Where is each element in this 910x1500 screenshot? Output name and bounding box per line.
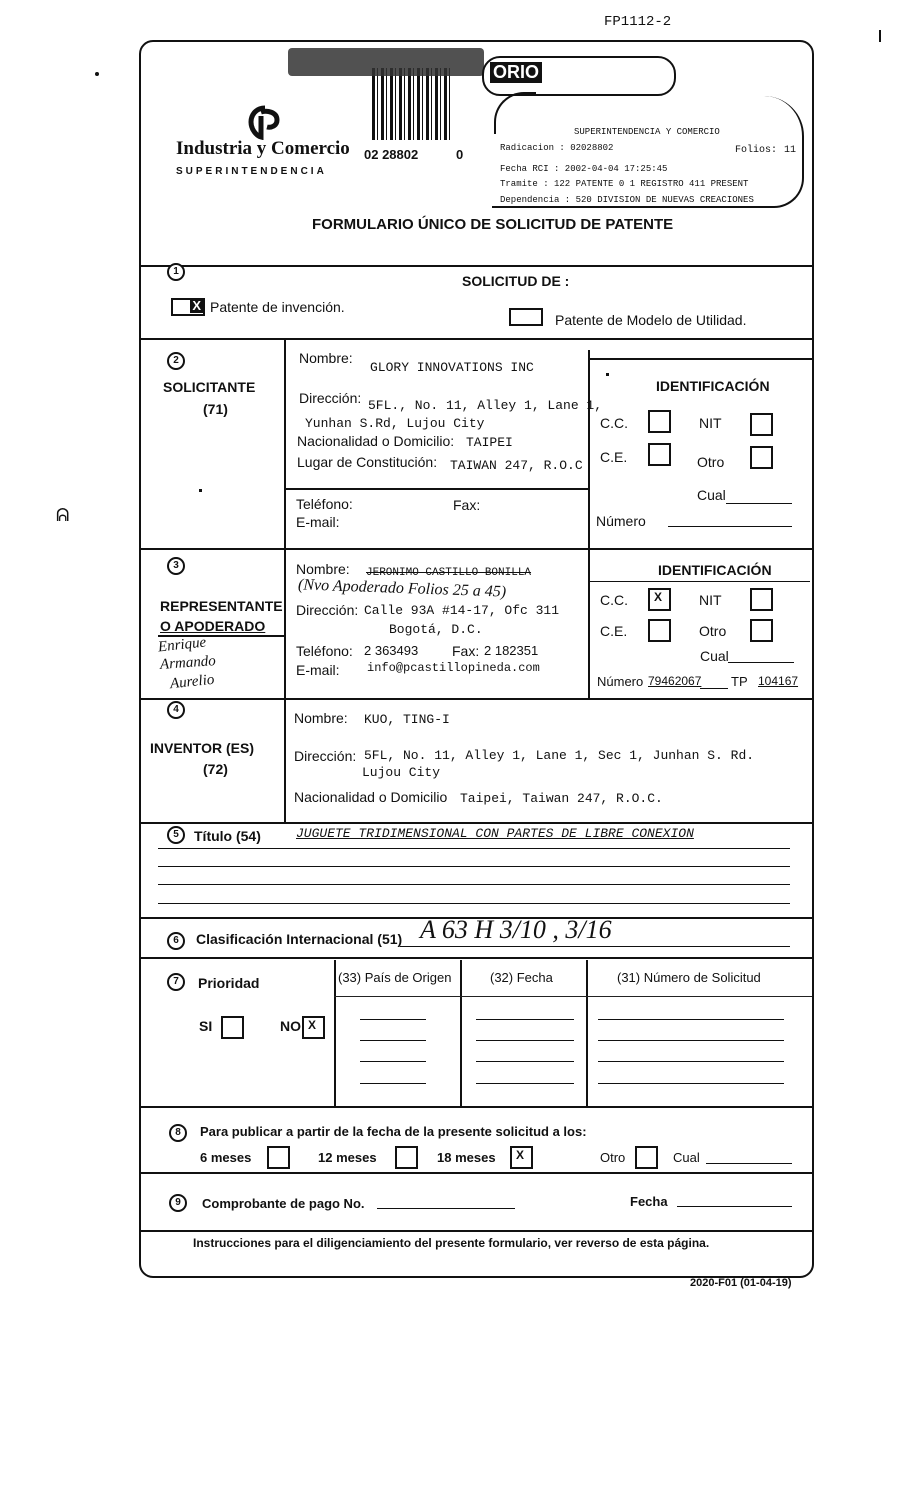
stamp-line: Tramite : 122 PATENTE 0 1 REGISTRO 411 PRESENT bbox=[500, 179, 749, 189]
opt-18-mark: X bbox=[516, 1148, 525, 1162]
no-mark: X bbox=[308, 1018, 317, 1032]
solicitante-direccion: 5FL., No. 11, Alley 1, Lane 1, bbox=[368, 398, 603, 413]
nacionalidad-label: Nacionalidad o Domicilio bbox=[294, 789, 448, 805]
barcode bbox=[372, 68, 450, 140]
opt-18-label: 18 meses bbox=[437, 1150, 496, 1165]
section-number: 8 bbox=[169, 1124, 187, 1142]
si-label: SI bbox=[199, 1018, 213, 1034]
section-number: 1 bbox=[167, 263, 185, 281]
opt-6-checkbox[interactable] bbox=[267, 1146, 290, 1169]
direccion-label: Dirección: bbox=[299, 390, 362, 406]
representante-direccion: Bogotá, D.C. bbox=[389, 622, 483, 637]
nit-checkbox[interactable] bbox=[750, 413, 773, 436]
solicitante-lugar: TAIWAN 247, R.O.C bbox=[450, 458, 583, 473]
stamp-line: Dependencia : 520 DIVISION DE NUEVAS CREACIONES bbox=[500, 195, 754, 205]
section-number: 3 bbox=[167, 557, 185, 575]
no-checkbox[interactable] bbox=[302, 1016, 325, 1039]
otro-label: Otro bbox=[600, 1150, 626, 1165]
signature-line: Armando bbox=[159, 653, 217, 673]
section-number: 4 bbox=[167, 701, 185, 719]
otro-label: Otro bbox=[697, 454, 725, 470]
opt-12-label: 12 meses bbox=[318, 1150, 377, 1165]
stamp-line: SUPERINTENDENCIA Y COMERCIO bbox=[574, 127, 720, 137]
identificacion-title: IDENTIFICACIÓN bbox=[656, 378, 770, 394]
inventor-nombre: KUO, TING-I bbox=[364, 712, 450, 727]
opt-6-label: 6 meses bbox=[200, 1150, 252, 1165]
cc-label: C.C. bbox=[600, 592, 628, 608]
col-fecha: (32) Fecha bbox=[490, 970, 553, 985]
titulo-label: Título (54) bbox=[194, 828, 261, 844]
stray-mark: ᕱ bbox=[56, 505, 70, 525]
otro-checkbox[interactable] bbox=[635, 1146, 658, 1169]
col-pais: (33) País de Origen bbox=[338, 970, 452, 985]
email-label: E-mail: bbox=[296, 662, 340, 678]
stamp-top-text: ORIO bbox=[490, 62, 542, 83]
inventor-label: INVENTOR (ES) bbox=[150, 740, 254, 756]
section1-title: SOLICITUD DE : bbox=[462, 273, 570, 289]
barcode-number: 02 28802 bbox=[364, 147, 419, 162]
opt-12-checkbox[interactable] bbox=[395, 1146, 418, 1169]
stamp-line: Radicacion : 02028802 bbox=[500, 143, 614, 153]
direccion-label: Dirección: bbox=[294, 748, 357, 764]
numero-label: Número bbox=[597, 674, 644, 689]
comprobante-label: Comprobante de pago No. bbox=[202, 1196, 365, 1211]
solicitante-nombre: GLORY INNOVATIONS INC bbox=[370, 360, 534, 375]
lugar-label: Lugar de Constitución: bbox=[297, 454, 438, 470]
section-number: 9 bbox=[169, 1194, 187, 1212]
section-number: 6 bbox=[167, 932, 185, 950]
representante-direccion: Calle 93A #14-17, Ofc 311 bbox=[364, 603, 560, 618]
ce-checkbox[interactable] bbox=[648, 619, 671, 642]
titulo-value: JUGUETE TRIDIMENSIONAL CON PARTES DE LIBRE CONEXION bbox=[296, 826, 694, 841]
inventor-direccion: Lujou City bbox=[362, 765, 441, 780]
cc-checkbox[interactable] bbox=[648, 588, 671, 611]
signature-line: Aurelio bbox=[169, 671, 216, 693]
nacionalidad-label: Nacionalidad o Domicilio: bbox=[297, 433, 455, 449]
otro-checkbox[interactable] bbox=[750, 619, 773, 642]
cual-label: Cual bbox=[700, 648, 729, 664]
nit-label: NIT bbox=[699, 592, 722, 608]
stray-mark bbox=[879, 30, 881, 42]
barcode-suffix: 0 bbox=[456, 147, 464, 162]
solicitante-label: SOLICITANTE bbox=[163, 379, 256, 395]
section-number: 5 bbox=[167, 826, 185, 844]
representante-label: REPRESENTANTE bbox=[160, 598, 283, 614]
tp-value: 104167 bbox=[758, 674, 799, 688]
ce-checkbox[interactable] bbox=[648, 443, 671, 466]
section-number: 7 bbox=[167, 973, 185, 991]
representante-fax: 2 182351 bbox=[484, 643, 539, 658]
inventor-code: (72) bbox=[203, 761, 228, 777]
nombre-label: Nombre: bbox=[296, 561, 350, 577]
signature-line: Enrique bbox=[157, 634, 207, 656]
inventor-nacionalidad: Taipei, Taiwan 247, R.O.C. bbox=[460, 791, 663, 806]
folios-label: Folios: bbox=[735, 145, 778, 156]
prioridad-label: Prioridad bbox=[198, 975, 260, 991]
cc-label: C.C. bbox=[600, 415, 628, 431]
solicitante-code: (71) bbox=[203, 401, 228, 417]
tp-label: TP bbox=[731, 674, 748, 689]
cc-mark: X bbox=[654, 590, 663, 604]
no-label: NO bbox=[280, 1018, 301, 1034]
barcode-blob bbox=[288, 48, 484, 76]
direccion-label: Dirección: bbox=[296, 602, 359, 618]
telefono-label: Teléfono: bbox=[296, 643, 353, 659]
fecha-label: Fecha bbox=[630, 1194, 668, 1209]
top-stamp: FP1112-2 bbox=[604, 14, 672, 30]
invention-label: Patente de invención. bbox=[210, 299, 345, 315]
ce-label: C.E. bbox=[600, 449, 628, 465]
fax-label: Fax: bbox=[452, 643, 480, 659]
nit-checkbox[interactable] bbox=[750, 588, 773, 611]
representante-telefono: 2 363493 bbox=[364, 643, 419, 658]
utility-checkbox[interactable] bbox=[509, 308, 543, 326]
solicitante-nacionalidad: TAIPEI bbox=[466, 435, 513, 450]
representante-nombre: JERONIMO CASTILLO BONILLA bbox=[366, 567, 532, 579]
folios-value: 11 bbox=[784, 145, 797, 156]
cual-label: Cual bbox=[697, 487, 726, 503]
fax-label: Fax: bbox=[453, 497, 481, 513]
clasificacion-label: Clasificación Internacional (51) bbox=[196, 931, 403, 947]
invention-checkbox[interactable] bbox=[171, 298, 205, 316]
si-checkbox[interactable] bbox=[221, 1016, 244, 1039]
inventor-direccion: 5FL, No. 11, Alley 1, Lane 1, Sec 1, Junhan S. Rd. bbox=[364, 748, 755, 763]
publicar-label: Para publicar a partir de la fecha de la presente solicitud a los: bbox=[200, 1124, 587, 1139]
form-code: 2020-F01 (01-04-19) bbox=[690, 1277, 792, 1289]
cc-checkbox[interactable] bbox=[648, 410, 671, 433]
opt-18-checkbox[interactable] bbox=[510, 1146, 533, 1169]
instructions: Instrucciones para el diligenciamiento del presente formulario, ver reverso de esta página. bbox=[193, 1236, 710, 1250]
section-number: 2 bbox=[167, 352, 185, 370]
telefono-label: Teléfono: bbox=[296, 496, 353, 512]
representante-email: info@pcastillopineda.com bbox=[367, 661, 540, 675]
identificacion-title: IDENTIFICACIÓN bbox=[658, 562, 772, 578]
otro-checkbox[interactable] bbox=[750, 446, 773, 469]
stamp-line: Fecha RCI : 2002-04-04 17:25:45 bbox=[500, 164, 668, 174]
stray-dot bbox=[199, 489, 202, 492]
cual-label: Cual bbox=[673, 1150, 700, 1165]
handwritten-note: (Nvo Apoderado Folios 25 a 45) bbox=[297, 576, 507, 601]
ce-label: C.E. bbox=[600, 623, 628, 639]
receipt-stamp-top bbox=[482, 56, 676, 96]
invention-mark: X bbox=[192, 298, 201, 313]
logo-sub: SUPERINTENDENCIA bbox=[176, 166, 327, 177]
utility-label: Patente de Modelo de Utilidad. bbox=[555, 312, 747, 328]
email-label: E-mail: bbox=[296, 514, 340, 530]
col-numero: (31) Número de Solicitud bbox=[617, 970, 761, 985]
solicitante-direccion: Yunhan S.Rd, Lujou City bbox=[305, 416, 485, 431]
stray-mark bbox=[95, 72, 99, 76]
nit-label: NIT bbox=[699, 415, 722, 431]
stray-dot bbox=[606, 373, 609, 376]
otro-label: Otro bbox=[699, 623, 727, 639]
numero-label: Número bbox=[596, 513, 646, 529]
numero-value: 79462067 bbox=[648, 674, 702, 688]
logo-name: Industria y Comercio bbox=[176, 138, 350, 159]
form-title: FORMULARIO ÚNICO DE SOLICITUD DE PATENTE bbox=[312, 216, 674, 233]
nombre-label: Nombre: bbox=[299, 350, 353, 366]
nombre-label: Nombre: bbox=[294, 710, 348, 726]
clasificacion-value: A 63 H 3/10 , 3/16 bbox=[420, 915, 612, 944]
apoderado-label: O APODERADO bbox=[160, 618, 266, 634]
